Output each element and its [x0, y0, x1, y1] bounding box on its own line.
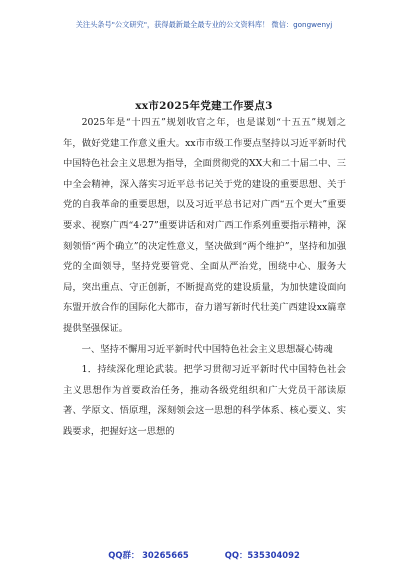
document-body	[63, 113, 346, 443]
top-banner: 关注头条号"公文研究"，获得最新最全最专业的公文资料库！ 微信：gongwenyj	[75, 20, 333, 29]
footer-qq: QQ：535304092	[224, 550, 300, 560]
section-heading-1: 一、坚持不懈用习近平新时代中国特色社会主义思想凝心铸魂	[81, 343, 333, 355]
paragraph-intro: 2025年是“十四五”规划收官之年，也是谋划“十五五”规划之年，做好党建工作意义重大。xx市市级工作要点坚持以习近平新时代中国特色社会主义思想为指导，全面贯彻党的XX大和二十届二中、三中全会精神，深入落实习近平总书记关于党的建设的重要思想、关于党的自我革命的重要思想，以及习近平总书记对广西“五个更大”重要要求、视察广西“4·27”重要讲话和对广西工作系列重要指示精神，深刻领悟“两个确立”的决定性意义，坚决做到“两个维护”，坚持和加强党的全面领导，坚持党要管党、全面从严治党，围绕中心、服务大局，突出重点、守正创新，不断提高党的建设质量，为加快建设面向东盟开放合作的国际化大都市，奋力谱写新时代壮美广西建设xx篇章提供坚强保证。	[63, 117, 346, 334]
footer-qq-group: QQ群： 30265665	[108, 550, 189, 560]
document-title: xx市2025年党建工作要点3	[135, 100, 273, 112]
paragraph-item-1: 1．持续深化理论武装。把学习贯彻习近平新时代中国特色社会主义思想作为首要政治任务，推动各级党组织和广大党员干部读原著、学原文、悟原理，深刻领会这一思想的科学体系、核心要义、实践要求，把握好这一思想的	[63, 364, 346, 437]
footer-contact	[0, 549, 408, 561]
